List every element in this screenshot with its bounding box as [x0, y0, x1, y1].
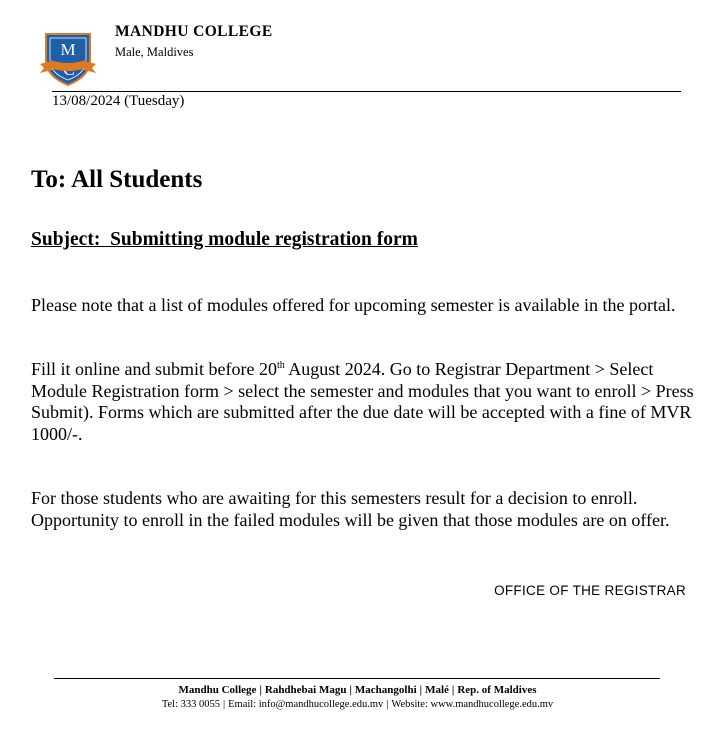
footer-website[interactable]: Website: www.mandhucollege.edu.mv — [391, 699, 554, 710]
footer-area: Machangolhi — [354, 684, 417, 696]
para2-text-before: Fill it online and submit before 20 — [31, 359, 277, 379]
header-divider — [52, 91, 681, 92]
paragraph-submission-instructions — [31, 359, 696, 445]
recipient-heading: To: All Students — [31, 166, 203, 193]
footer-contact: Tel: 333 0055 | Email: info@mandhucollege.edu.mv | Website: www.mandhucollege.edu.mv — [161, 699, 554, 710]
subject-line: Subject: Submitting module registration form — [31, 229, 418, 250]
footer-divider — [54, 678, 660, 679]
footer-address: Mandhu College | Rahdhebai Magu | Machangolhi | Malé | Rep. of Maldives — [178, 684, 537, 696]
footer-college: Mandhu College — [178, 684, 257, 696]
paragraph-failed-modules: For those students who are awaiting for this semesters result for a decision to enroll. Opportunity to enroll in the failed modules will be given that those modules are on offer. — [31, 488, 670, 530]
signature-office: OFFICE OF THE REGISTRAR — [494, 583, 686, 598]
paragraph-modules-notice: Please note that a list of modules offered for upcoming semester is available in the portal. — [31, 295, 676, 315]
footer-street: Rahdhebai Magu — [264, 684, 347, 696]
college-logo — [38, 30, 98, 88]
letter-date: 13/08/2024 (Tuesday) — [52, 93, 185, 109]
para2-text-after: August 2024. Go to Registrar Department > Select Module Registration form > select the semester and modules that you want to enroll > Press Submit). Forms which are submitted after the due date will be accepted with a fine of MVR 1000/-. — [31, 359, 694, 444]
date-ordinal-suffix: th — [276, 360, 285, 371]
svg-text:M: M — [60, 40, 76, 59]
footer-email[interactable]: Email: info@mandhucollege.edu.mv — [228, 699, 384, 710]
college-location: Male, Maldives — [115, 45, 194, 59]
footer-city: Malé — [425, 684, 449, 696]
footer-tel: Tel: 333 0055 — [161, 699, 220, 710]
footer-country: Rep. of Maldives — [457, 684, 537, 696]
college-name: MANDHU COLLEGE — [115, 23, 273, 40]
